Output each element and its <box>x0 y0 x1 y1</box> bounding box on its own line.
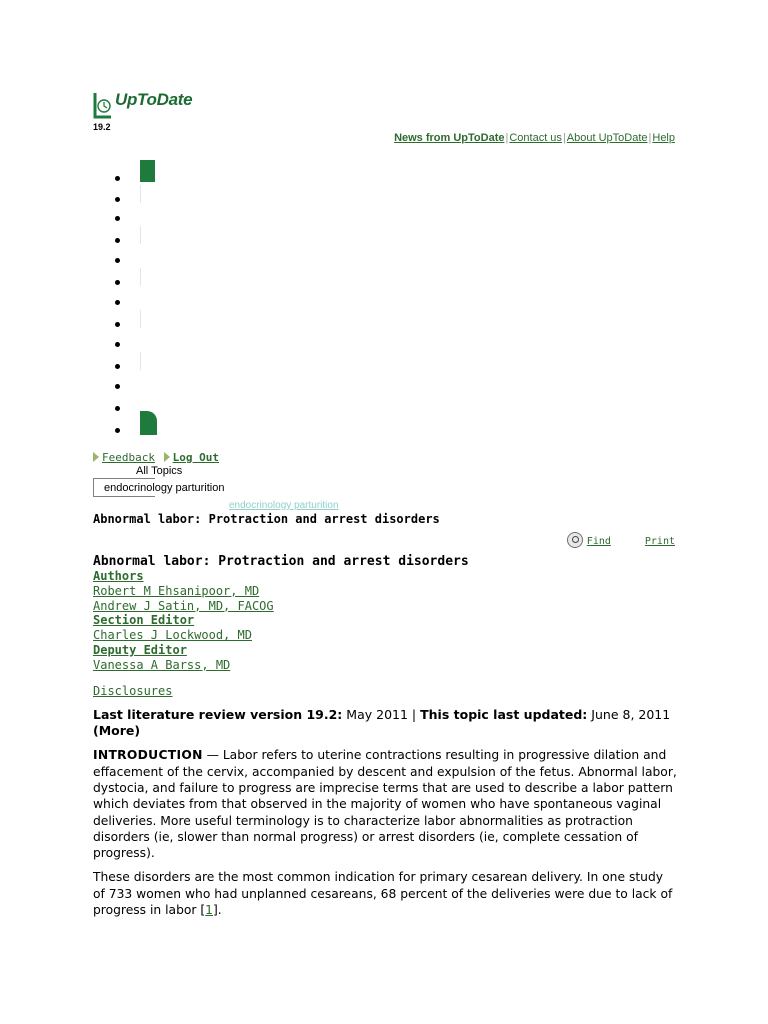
tab-divider <box>140 310 141 328</box>
authors-label[interactable]: Authors <box>93 569 144 583</box>
article-title: Abnormal labor: Protraction and arrest disorders <box>93 554 469 569</box>
reference-link[interactable]: 1 <box>205 903 213 918</box>
intro-label: INTRODUCTION <box>93 748 203 763</box>
list-item[interactable] <box>115 216 120 221</box>
all-topics-label[interactable]: All Topics <box>136 465 183 477</box>
uptodate-logo[interactable] <box>93 87 193 119</box>
find-icon[interactable] <box>567 532 583 548</box>
about-link[interactable]: About UpToDate <box>566 132 648 144</box>
tab-divider <box>140 226 141 244</box>
intro-paragraph <box>93 747 678 861</box>
topic-tools <box>567 532 675 548</box>
section-editor-link[interactable]: Charles J Lockwood, MD <box>93 628 252 643</box>
list-item[interactable] <box>115 197 120 202</box>
section-editor-label[interactable]: Section Editor <box>93 613 195 628</box>
user-actions <box>93 451 219 464</box>
deputy-editor-label[interactable]: Deputy Editor <box>93 642 187 657</box>
arrow-right-icon <box>93 452 99 462</box>
review-value: May 2011 <box>346 707 408 723</box>
arrow-right-icon <box>164 452 170 462</box>
list-item[interactable] <box>115 238 120 243</box>
list-item[interactable] <box>115 322 120 327</box>
intro-text: — Labor refers to uterine contractions resulting in progressive dilation and effacement of the cervix, accompanied by descent and expulsion of the fetus. Abnormal labor, dystocia, and failure to progress are imprecise terms that are used to describe a labor pattern which deviates from that observed in the majority of women who have spontaneous vaginal deliveries. More useful terminology is to characterize labor abnormalities as protraction disorders (ie, slower than normal progress) or arrest disorders (ie, complete cessation of progress). <box>93 748 677 861</box>
search-input[interactable]: endocrinology parturition <box>93 478 155 497</box>
topic-heading: Abnormal labor: Protraction and arrest disorders <box>93 512 440 526</box>
list-item[interactable] <box>115 300 120 305</box>
logo-wordmark: UpToDate <box>115 90 193 109</box>
author-link[interactable]: Andrew J Satin, MD, FACOG <box>93 598 274 613</box>
list-item[interactable] <box>115 384 120 389</box>
review-separator: | <box>411 707 417 723</box>
list-item[interactable] <box>115 280 120 285</box>
tab-divider <box>140 352 141 370</box>
find-link[interactable]: Find <box>586 536 611 547</box>
review-info <box>93 707 678 739</box>
tab-cap-bottom <box>140 411 157 435</box>
review-label: Last literature review version 19.2: <box>93 707 343 723</box>
tab-cap-top <box>140 160 155 182</box>
list-item[interactable] <box>115 364 120 369</box>
version-label: 19.2 <box>93 122 111 132</box>
help-link[interactable]: Help <box>652 132 675 144</box>
list-item[interactable] <box>115 258 120 263</box>
news-link[interactable]: News from UpToDate <box>394 132 505 144</box>
top-nav: News from UpToDate|Contact us|About UpToDate|Help <box>394 132 675 144</box>
article <box>93 554 678 918</box>
author-link[interactable]: Robert M Ehsanipoor, MD <box>93 583 260 598</box>
tab-divider <box>140 185 141 203</box>
clock-logo-icon <box>93 87 113 119</box>
list-item[interactable] <box>115 428 120 433</box>
list-item[interactable] <box>115 406 120 411</box>
disclosures-link[interactable]: Disclosures <box>93 683 173 698</box>
tab-divider <box>140 268 141 286</box>
paragraph-text: These disorders are the most common indication for primary cesarean delivery. In one study of 733 women who had unplanned cesareans, 68 percent of the deliveries were due to lack of progress in labor [ <box>93 870 673 918</box>
deputy-editor-link[interactable]: Vanessa A Barss, MD <box>93 657 231 672</box>
feedback-link[interactable]: Feedback <box>102 451 155 464</box>
paragraph-end: ]. <box>212 903 222 918</box>
more-link[interactable]: (More) <box>93 723 141 739</box>
paragraph <box>93 869 678 918</box>
contact-link[interactable]: Contact us <box>509 132 562 144</box>
updated-value: June 8, 2011 <box>591 707 671 723</box>
search-term-link[interactable]: endocrinology parturition <box>229 500 339 511</box>
updated-label: This topic last updated: <box>420 707 588 723</box>
print-link[interactable]: Print <box>644 536 675 547</box>
list-item[interactable] <box>115 176 120 181</box>
list-item[interactable] <box>115 342 120 347</box>
logout-link[interactable]: Log Out <box>172 451 219 464</box>
